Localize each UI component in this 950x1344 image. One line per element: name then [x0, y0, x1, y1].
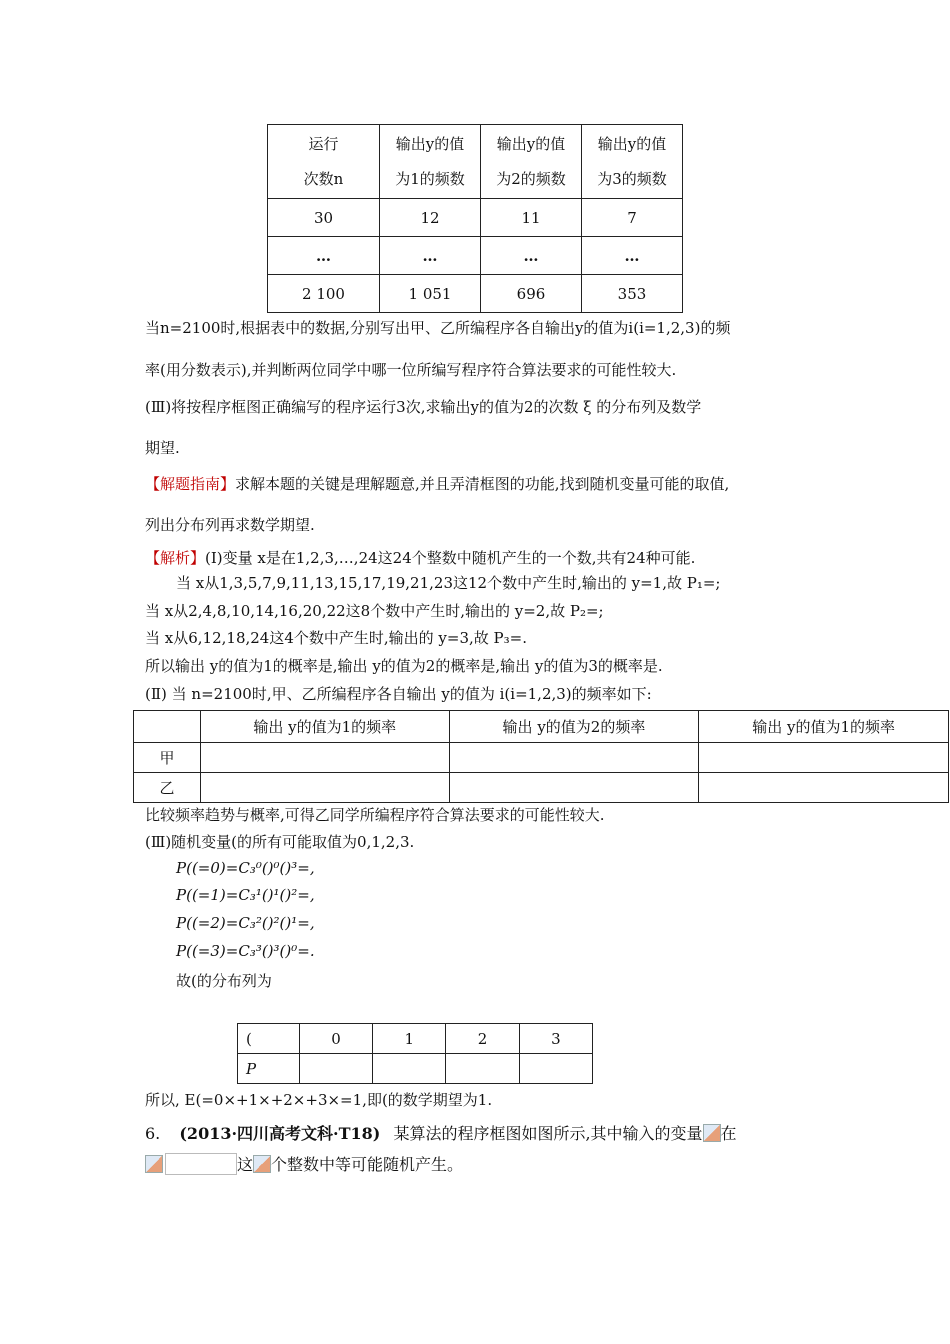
question-6-line-2 — [145, 1152, 463, 1175]
question-source: (2013·四川高考文科·T18) — [179, 1124, 381, 1143]
distribution-intro: 故(的分布列为 — [176, 972, 272, 990]
header-cell — [134, 711, 201, 743]
solution-tag: 【解析】 — [145, 549, 206, 567]
distribution-table — [237, 1023, 593, 1084]
solution-line-1 — [145, 547, 695, 568]
header-cell: 0 — [299, 1024, 372, 1054]
table-cell: 2 100 — [268, 275, 380, 313]
table-cell — [699, 773, 949, 803]
table-cell: 696 — [481, 275, 582, 313]
table-cell — [200, 743, 449, 773]
header-cell: 输出 y的值为1的频率 — [699, 711, 949, 743]
solution-line-2: 当 x从1,3,5,7,9,11,13,15,17,19,21,23这12个数中产生时,输出的 y=1,故 P₁=; — [176, 574, 721, 592]
solution-text: (Ⅰ)变量 x是在1,2,3,…,24这24个整数中随机产生的一个数,共有24种可能. — [205, 549, 696, 567]
solution-line-4: 当 x从6,12,18,24这4个数中产生时,输出的 y=3,故 P₃=. — [145, 629, 527, 647]
question-text-end: 个整数中等可能随机产生。 — [271, 1155, 464, 1174]
table-cell: … — [380, 237, 481, 275]
guide-text: 求解本题的关键是理解题意,并且弄清框图的功能,找到随机变量可能的取值, — [235, 475, 730, 493]
question-6-line-1 — [145, 1121, 737, 1144]
frequency-rate-table — [133, 710, 949, 803]
question-number: 6. — [145, 1124, 161, 1143]
header-cell: 输出 y的值为1的频率 — [200, 711, 449, 743]
header-cell: 运行 次数n — [268, 125, 380, 199]
table-cell — [200, 773, 449, 803]
table-cell: 30 — [268, 199, 380, 237]
solution-line-6: (Ⅱ) 当 n=2100时,甲、乙所编程序各自输出 y的值为 i(i=1,2,3)的频率如下: — [145, 685, 652, 703]
question-text: 某算法的程序框图如图所示,其中输入的变量 — [393, 1124, 703, 1143]
question-3-line-2: 期望. — [145, 439, 180, 457]
question-2-line-1: 当n=2100时,根据表中的数据,分别写出甲、乙所编程序各自输出y的值为i(i=1,2,3)的频 — [145, 319, 731, 337]
table-cell — [446, 1054, 519, 1084]
solution-line-5: 所以输出 y的值为1的概率是,输出 y的值为2的概率是,输出 y的值为3的概率是. — [145, 657, 663, 675]
table-cell: … — [582, 237, 683, 275]
question-3-line-1: (Ⅲ)将按程序框图正确编写的程序运行3次,求输出y的值为2的次数 ξ 的分布列及数学 — [145, 398, 702, 416]
question-2-line-2: 率(用分数表示),并判断两位同学中哪一位所编写程序符合算法要求的可能性较大. — [145, 361, 677, 379]
q3-solution-line: (Ⅲ)随机变量(的所有可能取值为0,1,2,3. — [145, 833, 415, 851]
row-label: P — [238, 1054, 300, 1084]
table-cell: 7 — [582, 199, 683, 237]
header-cell: 输出y的值 为2的频数 — [481, 125, 582, 199]
header-cell: 输出 y的值为2的频率 — [449, 711, 699, 743]
probability-p2: P((=2)=C₃²()²()¹=, — [176, 914, 315, 932]
probability-p1: P((=1)=C₃¹()¹()²=, — [176, 886, 315, 904]
header-cell: 2 — [446, 1024, 519, 1054]
table-cell — [449, 773, 699, 803]
question-text-zhe: 这 — [237, 1155, 254, 1174]
solution-line-3: 当 x从2,4,8,10,14,16,20,22这8个数中产生时,输出的 y=2,故 P₂=; — [145, 602, 604, 620]
frequency-table — [267, 124, 683, 313]
formula-image-icon — [253, 1155, 271, 1173]
table-cell: 11 — [481, 199, 582, 237]
guide-line-2: 列出分布列再求数学期望. — [145, 516, 315, 534]
guide-tag: 【解题指南】 — [145, 475, 236, 493]
question-text-in: 在 — [720, 1124, 737, 1143]
header-cell: 1 — [373, 1024, 446, 1054]
expectation-line: 所以, E(=0×+1×+2×+3×=1,即(的数学期望为1. — [145, 1091, 493, 1109]
table-cell: … — [481, 237, 582, 275]
header-cell: 输出y的值 为3的频数 — [582, 125, 683, 199]
table-cell: 12 — [380, 199, 481, 237]
header-cell: 输出y的值 为1的频数 — [380, 125, 481, 199]
header-cell: ( — [238, 1024, 300, 1054]
table-cell: 353 — [582, 275, 683, 313]
row-label: 甲 — [134, 743, 201, 773]
guide-line-1 — [145, 473, 729, 494]
table-cell — [699, 743, 949, 773]
formula-image-icon — [145, 1155, 163, 1173]
table-cell — [519, 1054, 592, 1084]
probability-p0: P((=0)=C₃⁰()⁰()³=, — [176, 859, 315, 877]
table-cell — [299, 1054, 372, 1084]
formula-image-icon — [703, 1124, 721, 1142]
formula-placeholder-box — [165, 1153, 237, 1175]
table-cell: … — [268, 237, 380, 275]
compare-line: 比较频率趋势与概率,可得乙同学所编程序符合算法要求的可能性较大. — [145, 806, 605, 824]
header-cell: 3 — [519, 1024, 592, 1054]
table-cell — [449, 743, 699, 773]
table-cell — [373, 1054, 446, 1084]
table-cell: 1 051 — [380, 275, 481, 313]
probability-p3: P((=3)=C₃³()³()⁰=. — [176, 942, 315, 960]
row-label: 乙 — [134, 773, 201, 803]
